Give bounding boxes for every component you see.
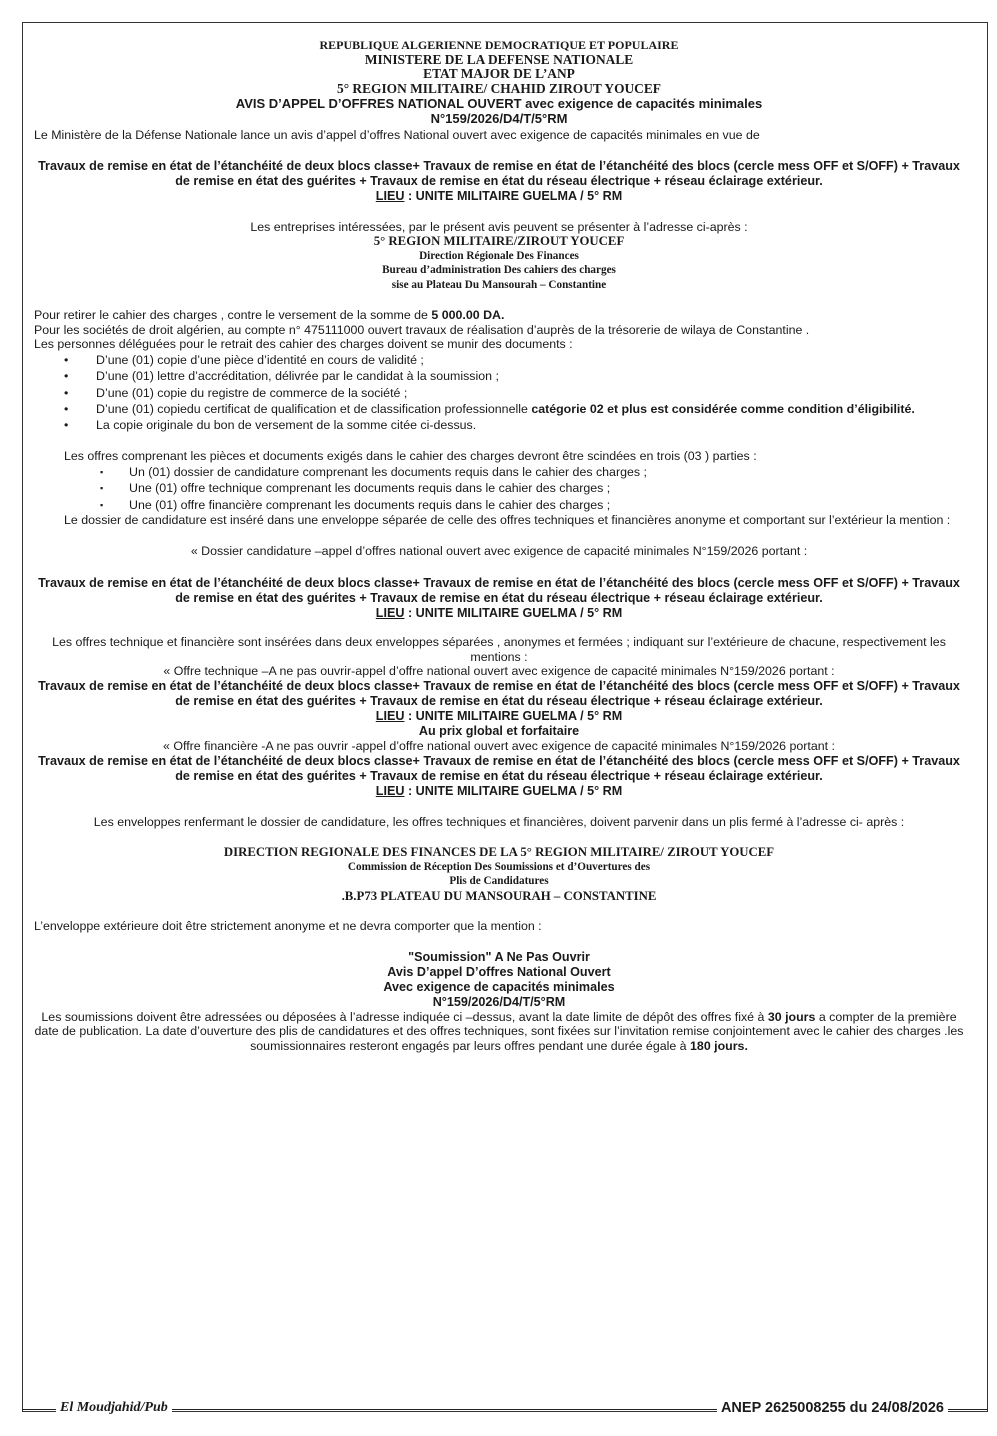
list-item: ▪ Un (01) dossier de candidature comprenant les documents requis dans le cahier des charges ; [34,464,964,480]
list-item: ▪ Une (01) offre financière comprenant les documents requis dans le cahier des charges ; [34,497,964,513]
somme-value: 5 000.00 DA. [431,308,505,323]
mention-line3: Avec exigence de capacités minimales [383,979,615,994]
lieu-label: LIEU [375,708,405,723]
lieu-2 [34,606,964,621]
dossier-text: Le dossier de candidature est inséré dans une enveloppe séparée de celle des offres techniques et financières anonyme et comportant sur l’extérieur la mention : [64,512,951,527]
lieu-1 [34,189,964,204]
societes-text: Pour les sociétés de droit algérien, au compte n° 475111000 ouvert travaux de réalisation d’auprès de la trésorerie de wilaya de Constantine . [34,322,810,337]
mention-line2: Avis D’appel D’offres National Ouvert [387,964,611,979]
lieu-3 [34,709,964,724]
lieu-value: : UNITE MILITAIRE GUELMA / 5° RM [404,606,623,621]
offres-intro: Les offres comprenant les pièces et documents exigés dans le cahier des charges devront être scindées en trois (03 ) parties : [64,449,757,464]
exterieure-text: L’enveloppe extérieure doit être strictement anonyme et ne devra comporter que la mention : [34,919,542,934]
entreprises-text: Les entreprises intéressées, par le présent avis peuvent se présenter à l’adresse ci-après : [250,219,748,234]
retirer-label: Pour retirer le cahier des charges , contre le versement de la somme de [34,308,428,323]
address-block-2 [34,845,964,903]
mention-line4: N°159/2026/D4/T/5°RM [432,994,566,1009]
address1-line4: sise au Plateau Du Mansourah – Constantine [391,278,607,291]
header-ministry: MINISTERE DE LA DEFENSE NATIONALE [364,51,634,67]
footer-publication: El Moudjahid/Pub [56,1400,172,1416]
travaux-4: Travaux de remise en état de l’étanchéité de deux blocs classe+ Travaux de remise en état de l’étanchéité des blocs (cercle mess OFF et S/OFF) + Travaux de remise en état des guérites + Travaux de remise en état du réseau électrique + réseau éclairage extérieur. [38,753,960,783]
final-text-a: Les soumissions doivent être adressées ou déposées à l’adresse indiquée ci –dessus, avant la date limite de dépôt des offres fixé à [41,1009,765,1024]
parties-list [34,464,964,513]
intro-text: Le Ministère de la Défense Nationale lance un avis d’appel d’offres National ouvert avec exigence de capacités minimales en vue de [34,128,760,142]
personnes-text: Les personnes déléguées pour le retrait des cahier des charges doivent se munir des documents : [34,337,573,352]
address1-line1: 5° REGION MILITAIRE/ZIROUT YOUCEF [373,234,625,249]
address2-line1: DIRECTION REGIONALE DES FINANCES DE LA 5° REGION MILITAIRE/ ZIROUT YOUCEF [223,845,775,860]
lieu-label: LIEU [375,188,405,203]
header-region: 5° REGION MILITAIRE/ CHAHID ZIROUT YOUCEF [337,80,661,96]
travaux-3: Travaux de remise en état de l’étanchéité de deux blocs classe+ Travaux de remise en état de l’étanchéité des blocs (cercle mess OFF et S/OFF) + Travaux de remise en état des guérites + Travaux de remise en état du réseau électrique + réseau éclairage extérieur. [38,678,960,708]
final-paragraph [34,1010,964,1054]
address-block-1 [34,234,964,292]
address1-line3: Bureau d’administration Des cahiers des charges [382,264,616,277]
address1-line2: Direction Régionale Des Finances [419,249,579,262]
lieu-value: : UNITE MILITAIRE GUELMA / 5° RM [404,708,623,723]
list-item: ▪ Une (01) offre technique comprenant les documents requis dans le cahier des charges ; [34,480,964,496]
footer [22,1398,988,1420]
list-item: • D’une (01) copie d’une pièce d’identité en cours de validité ; [34,352,964,368]
notice-title: AVIS D’APPEL D’OFFRES NATIONAL OUVERT avec exigence de capacités minimales [235,96,763,111]
lieu-label: LIEU [375,783,405,798]
final-text-b: a compter de la première date de publication. La date d’ouverture des plis de candidatures et des offres techniques, sont fixées sur l’invitation remise conjointement avec le cahier des charges .les soumissionnaires resteront engagés par leurs offres pendant une durée égale à [34,1009,964,1053]
lieu-value: : UNITE MILITAIRE GUELMA / 5° RM [404,188,623,203]
list-item: • La copie originale du bon de versement de la somme citée ci-dessus. [34,417,964,433]
travaux-1: Travaux de remise en état de l’étanchéité de deux blocs classe+ Travaux de remise en état de l’étanchéité des blocs (cercle mess OFF et S/OFF) + Travaux de remise en état des guérites + Travaux de remise en état du réseau électrique + réseau éclairage extérieur. [38,158,960,188]
travaux-2: Travaux de remise en état de l’étanchéité de deux blocs classe+ Travaux de remise en état de l’étanchéité des blocs (cercle mess OFF et S/OFF) + Travaux de remise en état des guérites + Travaux de remise en état du réseau électrique + réseau éclairage extérieur. [38,576,960,606]
lieu-label: LIEU [375,606,405,621]
list-item: • D’une (01) copie du registre de commerce de la société ; [34,385,964,401]
enveloppes-text: Les enveloppes renfermant le dossier de candidature, les offres techniques et financières, doivent parvenir dans un plis fermé à l’adresse ci- après : [93,814,905,829]
lieu-4 [34,784,964,799]
retirer-text [34,308,964,323]
notice-number: N°159/2026/D4/T/5°RM [430,111,568,126]
list-item [34,401,964,417]
offre-financiere-mention: « Offre financière -A ne pas ouvrir -appel d’offre national ouvert avec exigence de capacité minimales N°159/2026 portant : [163,738,835,753]
header-etat-major: ETAT MAJOR DE L’ANP [423,66,575,81]
doc-condition: catégorie 02 et plus est considérée comme condition d’éligibilité. [531,401,915,416]
prix-text: Au prix global et forfaitaire [418,723,580,738]
header [34,38,964,126]
doc-text: D’une (01) copiedu certificat de qualification et de classification professionnelle [96,401,528,416]
lieu-value: : UNITE MILITAIRE GUELMA / 5° RM [404,783,623,798]
header-republic: REPUBLIQUE ALGERIENNE DEMOCRATIQUE ET POPULAIRE [319,38,679,52]
address2-line3: Plis de Candidatures [449,875,549,888]
final-30-jours: 30 jours [767,1009,816,1024]
address2-line4: .B.P73 PLATEAU DU MANSOURAH – CONSTANTINE [341,888,657,903]
footer-anep-reference: ANEP 2625008255 du 24/08/2026 [717,1400,948,1416]
mention-line1: "Soumission" A Ne Pas Ouvrir [408,949,590,964]
mention-block [34,950,964,1010]
offre-technique-mention: « Offre technique –A ne pas ouvrir-appel d’offre national ouvert avec exigence de capacité minimales N°159/2026 portant : [163,664,835,679]
documents-list [34,352,964,433]
dossier-mention: « Dossier candidature –appel d’offres national ouvert avec exigence de capacité minimales N°159/2026 portant : [190,543,808,558]
list-item: • D’une (01) lettre d’accréditation, délivrée par le candidat à la soumission ; [34,368,964,384]
address2-line2: Commission de Réception Des Soumissions et d’Ouvertures des [347,860,651,873]
notice-content [34,38,964,1053]
final-180-jours: 180 jours. [690,1038,748,1053]
offres-tech-fin-text: Les offres technique et financière sont insérées dans deux enveloppes séparées , anonymes et fermées ; indiquant sur l’extérieure de chacune, respectivement les mentions : [52,635,946,664]
